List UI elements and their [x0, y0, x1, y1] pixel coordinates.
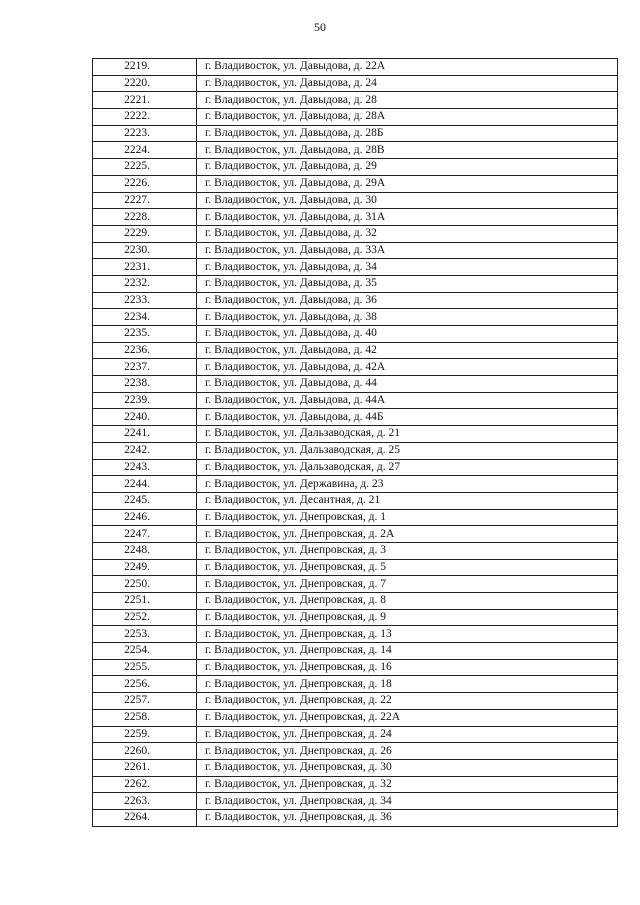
row-number: 2220. [93, 75, 197, 92]
table-row [93, 593, 618, 610]
table-row [93, 392, 618, 409]
page-number: 50 [314, 20, 326, 34]
row-number: 2248. [93, 542, 197, 559]
table-row [93, 376, 618, 393]
row-number: 2252. [93, 609, 197, 626]
row-address: г. Владивосток, ул. Давыдова, д. 28В [197, 142, 618, 159]
table-row [93, 159, 618, 176]
row-address: г. Владивосток, ул. Дальзаводская, д. 25 [197, 442, 618, 459]
row-number: 2254. [93, 643, 197, 660]
row-address: г. Владивосток, ул. Давыдова, д. 29 [197, 159, 618, 176]
table-row [93, 359, 618, 376]
row-number: 2227. [93, 192, 197, 209]
row-address: г. Владивосток, ул. Десантная, д. 21 [197, 492, 618, 509]
row-address: г. Владивосток, ул. Днепровская, д. 13 [197, 626, 618, 643]
row-address: г. Владивосток, ул. Днепровская, д. 9 [197, 609, 618, 626]
row-number: 2219. [93, 59, 197, 76]
row-address: г. Владивосток, ул. Давыдова, д. 44 [197, 376, 618, 393]
row-number: 2226. [93, 175, 197, 192]
row-address: г. Владивосток, ул. Давыдова, д. 44А [197, 392, 618, 409]
table-row [93, 92, 618, 109]
row-number: 2231. [93, 259, 197, 276]
row-address: г. Владивосток, ул. Днепровская, д. 7 [197, 576, 618, 593]
row-address: г. Владивосток, ул. Давыдова, д. 28Б [197, 125, 618, 142]
row-address: г. Владивосток, ул. Давыдова, д. 36 [197, 292, 618, 309]
row-number: 2222. [93, 109, 197, 126]
row-address: г. Владивосток, ул. Давыдова, д. 33А [197, 242, 618, 259]
table-row [93, 309, 618, 326]
row-number: 2224. [93, 142, 197, 159]
row-number: 2228. [93, 209, 197, 226]
table-row [93, 259, 618, 276]
table-row [93, 626, 618, 643]
table-row [93, 192, 618, 209]
table-row [93, 125, 618, 142]
row-number: 2257. [93, 693, 197, 710]
address-table-container [92, 58, 617, 827]
table-row [93, 326, 618, 343]
row-number: 2221. [93, 92, 197, 109]
row-number: 2263. [93, 793, 197, 810]
row-address: г. Владивосток, ул. Давыдова, д. 38 [197, 309, 618, 326]
table-row [93, 342, 618, 359]
row-number: 2262. [93, 776, 197, 793]
table-row [93, 75, 618, 92]
row-number: 2244. [93, 476, 197, 493]
row-address: г. Владивосток, ул. Давыдова, д. 35 [197, 275, 618, 292]
row-address: г. Владивосток, ул. Давыдова, д. 30 [197, 192, 618, 209]
row-address: г. Владивосток, ул. Давыдова, д. 31А [197, 209, 618, 226]
table-row [93, 709, 618, 726]
row-address: г. Владивосток, ул. Днепровская, д. 14 [197, 643, 618, 660]
row-number: 2238. [93, 376, 197, 393]
row-number: 2236. [93, 342, 197, 359]
row-address: г. Владивосток, ул. Дальзаводская, д. 27 [197, 459, 618, 476]
row-number: 2258. [93, 709, 197, 726]
row-address: г. Владивосток, ул. Давыдова, д. 44Б [197, 409, 618, 426]
table-row [93, 459, 618, 476]
row-number: 2235. [93, 326, 197, 343]
row-number: 2246. [93, 509, 197, 526]
table-row [93, 509, 618, 526]
table-row [93, 59, 618, 76]
row-address: г. Владивосток, ул. Днепровская, д. 22А [197, 709, 618, 726]
row-address: г. Владивосток, ул. Днепровская, д. 1 [197, 509, 618, 526]
table-row [93, 142, 618, 159]
table-row [93, 526, 618, 543]
table-row [93, 542, 618, 559]
table-row [93, 793, 618, 810]
row-number: 2234. [93, 309, 197, 326]
row-address: г. Владивосток, ул. Днепровская, д. 24 [197, 726, 618, 743]
row-address: г. Владивосток, ул. Днепровская, д. 16 [197, 659, 618, 676]
row-address: г. Владивосток, ул. Дальзаводская, д. 21 [197, 426, 618, 443]
table-row [93, 426, 618, 443]
row-address: г. Владивосток, ул. Державина, д. 23 [197, 476, 618, 493]
row-address: г. Владивосток, ул. Днепровская, д. 30 [197, 759, 618, 776]
row-number: 2232. [93, 275, 197, 292]
address-table-body [93, 59, 618, 827]
row-number: 2241. [93, 426, 197, 443]
row-address: г. Владивосток, ул. Днепровская, д. 5 [197, 559, 618, 576]
row-address: г. Владивосток, ул. Днепровская, д. 2А [197, 526, 618, 543]
row-number: 2247. [93, 526, 197, 543]
table-row [93, 175, 618, 192]
row-address: г. Владивосток, ул. Днепровская, д. 34 [197, 793, 618, 810]
table-row [93, 109, 618, 126]
row-number: 2259. [93, 726, 197, 743]
row-address: г. Владивосток, ул. Давыдова, д. 28А [197, 109, 618, 126]
table-row [93, 209, 618, 226]
row-address: г. Владивосток, ул. Днепровская, д. 26 [197, 743, 618, 760]
row-number: 2237. [93, 359, 197, 376]
table-row [93, 759, 618, 776]
row-address: г. Владивосток, ул. Давыдова, д. 29А [197, 175, 618, 192]
row-address: г. Владивосток, ул. Днепровская, д. 18 [197, 676, 618, 693]
row-number: 2229. [93, 225, 197, 242]
table-row [93, 743, 618, 760]
row-address: г. Владивосток, ул. Днепровская, д. 22 [197, 693, 618, 710]
row-number: 2256. [93, 676, 197, 693]
row-address: г. Владивосток, ул. Днепровская, д. 8 [197, 593, 618, 610]
table-row [93, 776, 618, 793]
row-address: г. Владивосток, ул. Давыдова, д. 42А [197, 359, 618, 376]
row-address: г. Владивосток, ул. Днепровская, д. 3 [197, 542, 618, 559]
table-row [93, 809, 618, 826]
row-number: 2243. [93, 459, 197, 476]
row-number: 2225. [93, 159, 197, 176]
table-row [93, 275, 618, 292]
table-row [93, 409, 618, 426]
table-row [93, 659, 618, 676]
row-number: 2250. [93, 576, 197, 593]
table-row [93, 225, 618, 242]
row-number: 2233. [93, 292, 197, 309]
table-row [93, 559, 618, 576]
row-number: 2239. [93, 392, 197, 409]
row-number: 2264. [93, 809, 197, 826]
table-row [93, 693, 618, 710]
table-row [93, 576, 618, 593]
row-address: г. Владивосток, ул. Давыдова, д. 24 [197, 75, 618, 92]
table-row [93, 676, 618, 693]
row-address: г. Владивосток, ул. Давыдова, д. 28 [197, 92, 618, 109]
row-number: 2260. [93, 743, 197, 760]
table-row [93, 643, 618, 660]
table-row [93, 242, 618, 259]
row-address: г. Владивосток, ул. Днепровская, д. 32 [197, 776, 618, 793]
row-number: 2251. [93, 593, 197, 610]
row-address: г. Владивосток, ул. Давыдова, д. 40 [197, 326, 618, 343]
table-row [93, 492, 618, 509]
row-number: 2223. [93, 125, 197, 142]
address-table [92, 58, 618, 827]
row-number: 2253. [93, 626, 197, 643]
row-number: 2242. [93, 442, 197, 459]
row-address: г. Владивосток, ул. Днепровская, д. 36 [197, 809, 618, 826]
row-address: г. Владивосток, ул. Давыдова, д. 34 [197, 259, 618, 276]
row-number: 2245. [93, 492, 197, 509]
row-number: 2249. [93, 559, 197, 576]
table-row [93, 476, 618, 493]
table-row [93, 442, 618, 459]
table-row [93, 609, 618, 626]
table-row [93, 292, 618, 309]
row-address: г. Владивосток, ул. Давыдова, д. 22А [197, 59, 618, 76]
row-address: г. Владивосток, ул. Давыдова, д. 32 [197, 225, 618, 242]
row-address: г. Владивосток, ул. Давыдова, д. 42 [197, 342, 618, 359]
row-number: 2261. [93, 759, 197, 776]
row-number: 2255. [93, 659, 197, 676]
row-number: 2230. [93, 242, 197, 259]
row-number: 2240. [93, 409, 197, 426]
table-row [93, 726, 618, 743]
